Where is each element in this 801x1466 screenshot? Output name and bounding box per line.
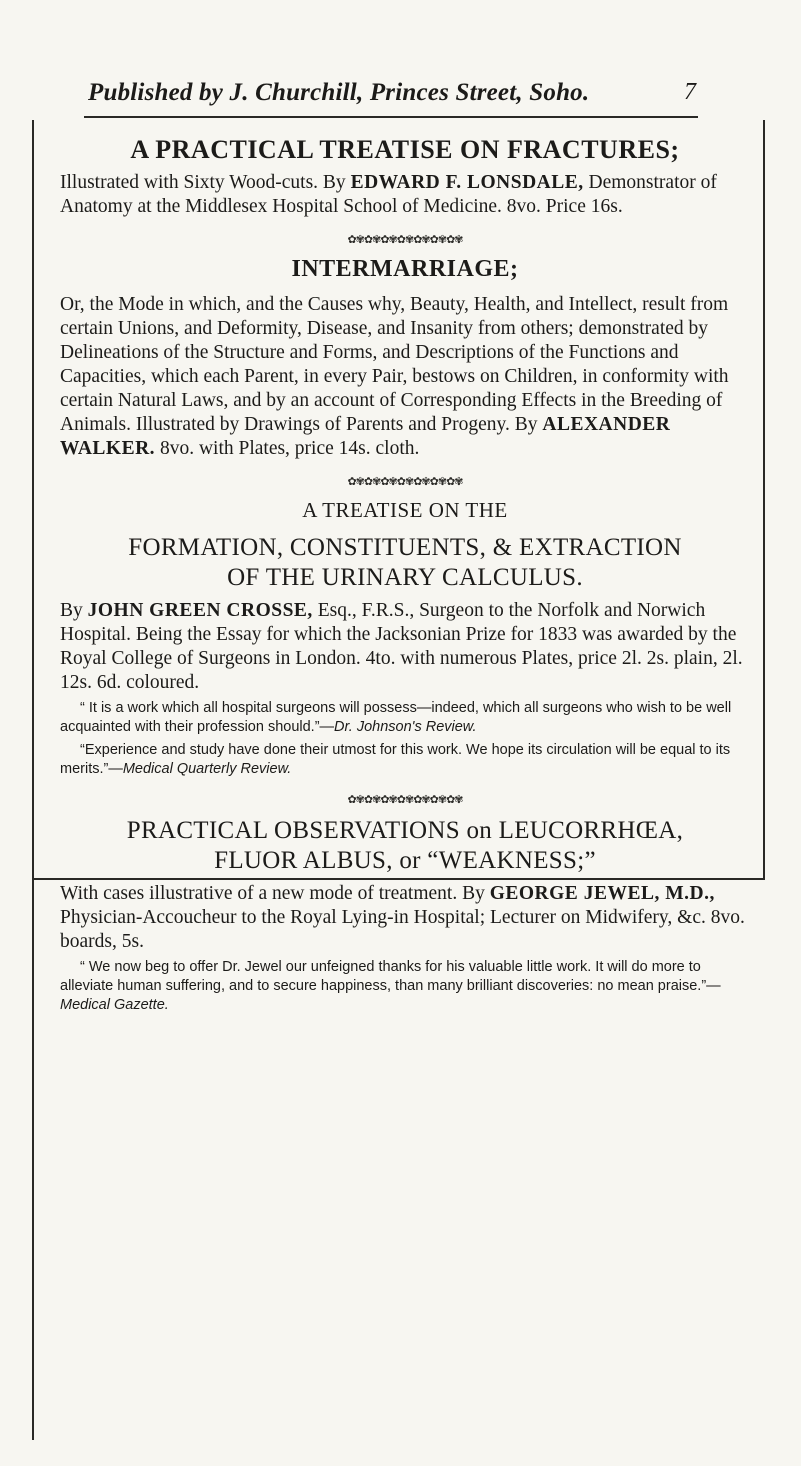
left-rule: [32, 120, 34, 1440]
ornament-divider: ✿✾✿✾✿✾✿✾✿✾✿✾✿✾: [347, 476, 463, 488]
author-name: ALEXANDER WALKER.: [60, 414, 671, 459]
entry-title: INTERMARRIAGE;: [291, 256, 519, 282]
review-source: Medical Gazette.: [60, 997, 169, 1013]
review-quote: “ It is a work which all hospital surgeons will possess—indeed, which all surgeons who wish to be well acquainted with their profession should.”—Dr. Johnson's Review.: [60, 700, 732, 735]
entry-description: With cases illustrative of a new mode of treatment. By GEORGE JEWEL, M.D., Physician-Accoucheur to the Royal Lying-in Hospital; Lecturer on Midwifery, &c. 8vo. boards, 5s.: [60, 883, 745, 952]
page-number: 7: [684, 79, 696, 105]
author-name: EDWARD F. LONSDALE,: [350, 172, 584, 193]
entry-subtitle: OF THE URINARY CALCULUS.: [227, 564, 583, 591]
publisher-line: Published by J. Churchill, Princes Street, Soho.: [88, 79, 590, 106]
author-name: GEORGE JEWEL, M.D.,: [489, 883, 715, 904]
ornament-divider: ✿✾✿✾✿✾✿✾✿✾✿✾✿✾: [347, 794, 463, 806]
advertisement-column: [60, 135, 750, 1015]
review-quote: “Experience and study have done their utmost for this work. We hope its circulation will be equal to its merits.”—Medical Quarterly Review.: [60, 742, 731, 777]
book-entry-intermarriage: [60, 256, 750, 461]
review-quote: “ We now beg to offer Dr. Jewel our unfeigned thanks for his valuable little work. It will do more to alleviate human suffering, and to secure happiness, than many brilliant discoveries: no mean praise.”—Medical Gazette.: [60, 959, 721, 1013]
review-source: Dr. Johnson's Review.: [334, 719, 477, 735]
top-rule: [84, 116, 698, 118]
entry-subtitle: FLUOR ALBUS, or “WEAKNESS;”: [214, 847, 596, 874]
book-entry-urinary-calculus: [60, 498, 750, 779]
review-source: Medical Quarterly Review.: [122, 761, 292, 777]
entry-title-small: A TREATISE ON THE: [302, 498, 508, 522]
entry-title: PRACTICAL OBSERVATIONS on LEUCORRHŒA,: [126, 817, 684, 844]
right-rule: [763, 120, 765, 880]
entry-description: Or, the Mode in which, and the Causes why, Beauty, Health, and Intellect, result from certain Unions, and Deformity, Disease, and Insanity from others; demonstrated by Delineations of the Structure and Forms, and Descriptions of the Functions and Capacities, which each Parent, in every Pair, bestows on Children, in conformity with certain Natural Laws, and by an account of Corresponding Effects in the Breeding of Animals. Illustrated by Drawings of Parents and Progeny. By ALEXANDER WALKER. 8vo. with Plates, price 14s. cloth.: [60, 294, 729, 459]
entry-description: By JOHN GREEN CROSSE, Esq., F.R.S., Surgeon to the Norfolk and Norwich Hospital. Being the Essay for which the Jacksonian Prize for 1833 was awarded by the Royal College of Surgeons in London. 4to. with numerous Plates, price 2l. 2s. plain, 2l. 12s. 6d. coloured.: [60, 600, 743, 693]
entry-title: A PRACTICAL TREATISE ON FRACTURES;: [130, 135, 680, 164]
book-entry-leucorrhoea: [60, 816, 750, 1015]
book-entry-fractures: [60, 135, 750, 219]
entry-title: FORMATION, CONSTITUENTS, & EXTRACTION: [128, 534, 682, 561]
running-header: [88, 79, 696, 115]
ornament-divider: ✿✾✿✾✿✾✿✾✿✾✿✾✿✾: [347, 234, 463, 246]
entry-description: Illustrated with Sixty Wood-cuts. By EDWARD F. LONSDALE, Demonstrator of Anatomy at the Middlesex Hospital School of Medicine. 8vo. Price 16s.: [60, 172, 717, 217]
author-name: JOHN GREEN CROSSE,: [87, 600, 313, 621]
